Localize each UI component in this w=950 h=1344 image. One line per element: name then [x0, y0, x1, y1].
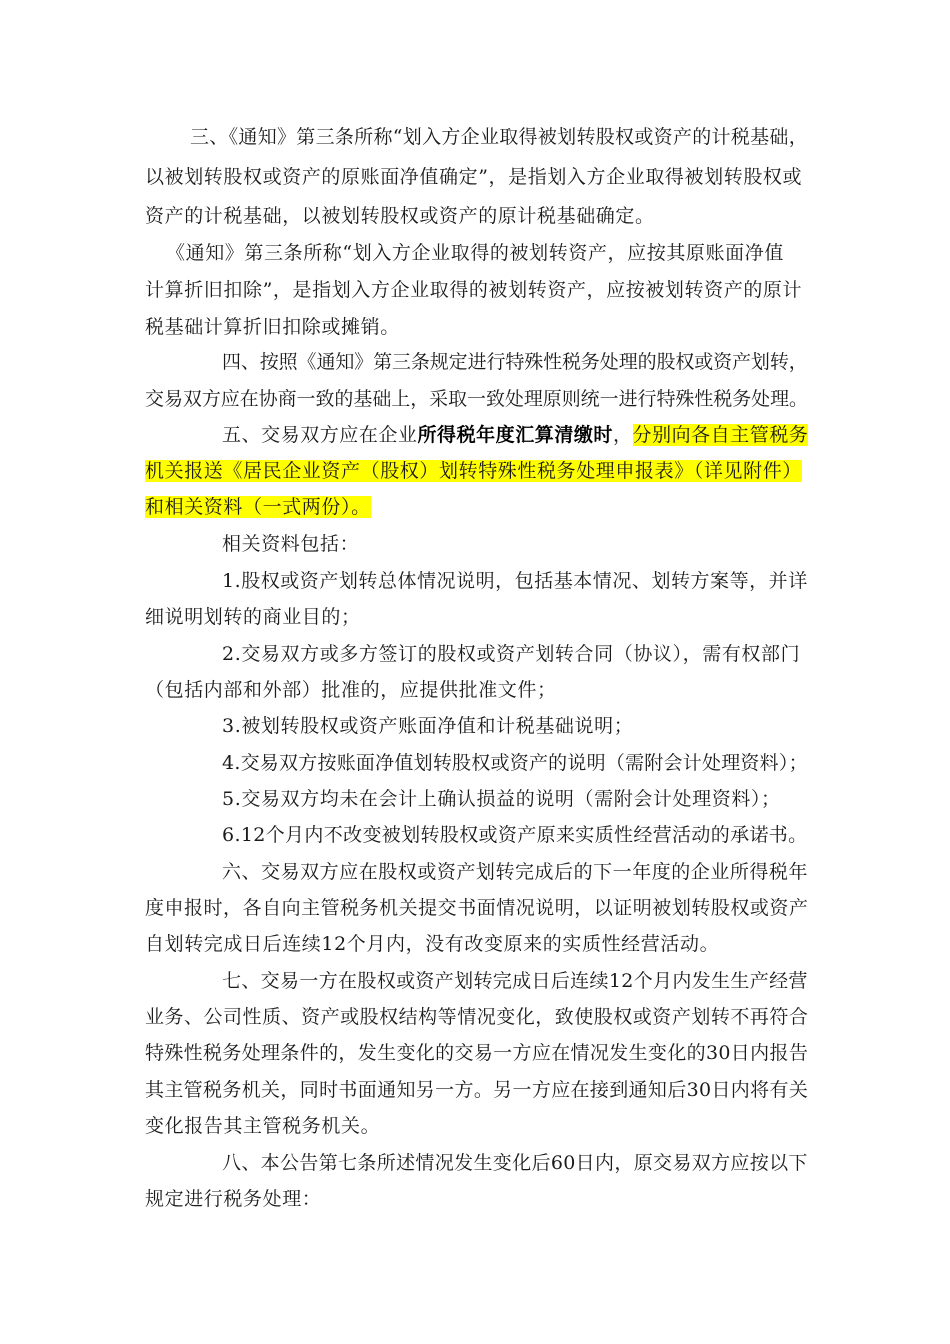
p5-highlight-2: 机关报送《居民企业资产（股权）划转特殊性税务处理申报表》（详见附件） [145, 460, 802, 482]
material-item-6: 6.12个月内不改变被划转股权或资产原来实质性经营活动的承诺书。 [222, 824, 808, 846]
p7-line-1: 七、交易一方在股权或资产划转完成日后连续12个月内发生生产经营 [222, 970, 808, 992]
material-item-1-line-1: 1.股权或资产划转总体情况说明，包括基本情况、划转方案等，并详 [222, 570, 808, 592]
p5-line-3 [145, 494, 371, 520]
p4-line-2: 交易双方应在协商一致的基础上，采取一致处理原则统一进行特殊性税务处理。 [145, 388, 809, 410]
p7-line-2: 业务、公司性质、资产或股权结构等情况变化，致使股权或资产划转不再符合 [145, 1006, 809, 1028]
material-item-4: 4.交易双方按账面净值划转股权或资产的说明（需附会计处理资料）； [222, 752, 808, 774]
p3b-line-2: 计算折旧扣除”，是指划入方企业取得的被划转资产，应按被划转资产的原计 [145, 279, 803, 301]
p8-line-1: 八、本公告第七条所述情况发生变化后60日内，原交易双方应按以下 [222, 1152, 808, 1174]
materials-intro: 相关资料包括： [222, 533, 360, 555]
p5-line-2 [145, 458, 802, 484]
material-item-2-line-2: （包括内部和外部）批准的，应提供批准文件； [145, 679, 557, 701]
material-item-3: 3.被划转股权或资产账面净值和计税基础说明； [222, 715, 634, 737]
p3-line-3: 资产的计税基础，以被划转股权或资产的原计税基础确定。 [145, 205, 655, 227]
material-item-5: 5.交易双方均未在会计上确认损益的说明（需附会计处理资料）； [222, 788, 781, 810]
p3b-line-3: 税基础计算折旧扣除或摊销。 [145, 316, 400, 338]
p7-line-4: 其主管税务机关，同时书面通知另一方。另一方应在接到通知后30日内将有关 [145, 1079, 809, 1101]
p7-line-3: 特殊性税务处理条件的，发生变化的交易一方应在情况发生变化的30日内报告 [145, 1042, 809, 1064]
p3-line-2: 以被划转股权或资产的原账面净值确定”，是指划入方企业取得被划转股权或 [145, 166, 803, 188]
p3-line-1: 三、《通知》第三条所称“划入方企业取得被划转股权或资产的计税基础， [190, 126, 809, 148]
p5-highlight-1: 分别向各自主管税务 [632, 424, 809, 446]
p6-line-1: 六、交易双方应在股权或资产划转完成后的下一年度的企业所得税年 [222, 861, 809, 883]
p5-line-1 [222, 422, 808, 448]
p8-line-2: 规定进行税务处理： [145, 1188, 322, 1210]
p5-highlight-3: 和相关资料（一式两份）。 [145, 496, 371, 518]
p3b-line-1: 《通知》第三条所称“划入方企业取得的被划转资产，应按其原账面净值 [166, 242, 784, 264]
p5-text-a: 五、交易双方应在企业 [222, 424, 418, 446]
p6-line-3: 自划转完成日后连续12个月内，没有改变原来的实质性经营活动。 [145, 933, 720, 955]
p4-line-1: 四、按照《通知》第三条规定进行特殊性税务处理的股权或资产划转， [222, 351, 808, 373]
p5-bold-text: 所得税年度汇算清缴时 [417, 424, 613, 446]
material-item-2-line-1: 2.交易双方或多方签订的股权或资产划转合同（协议），需有权部门 [222, 643, 801, 665]
material-item-1-line-2: 细说明划转的商业目的； [145, 606, 361, 628]
p7-line-5: 变化报告其主管税务机关。 [145, 1115, 381, 1137]
p5-text-c: ， [612, 424, 633, 446]
p6-line-2: 度申报时，各自向主管税务机关提交书面情况说明，以证明被划转股权或资产 [145, 897, 809, 919]
